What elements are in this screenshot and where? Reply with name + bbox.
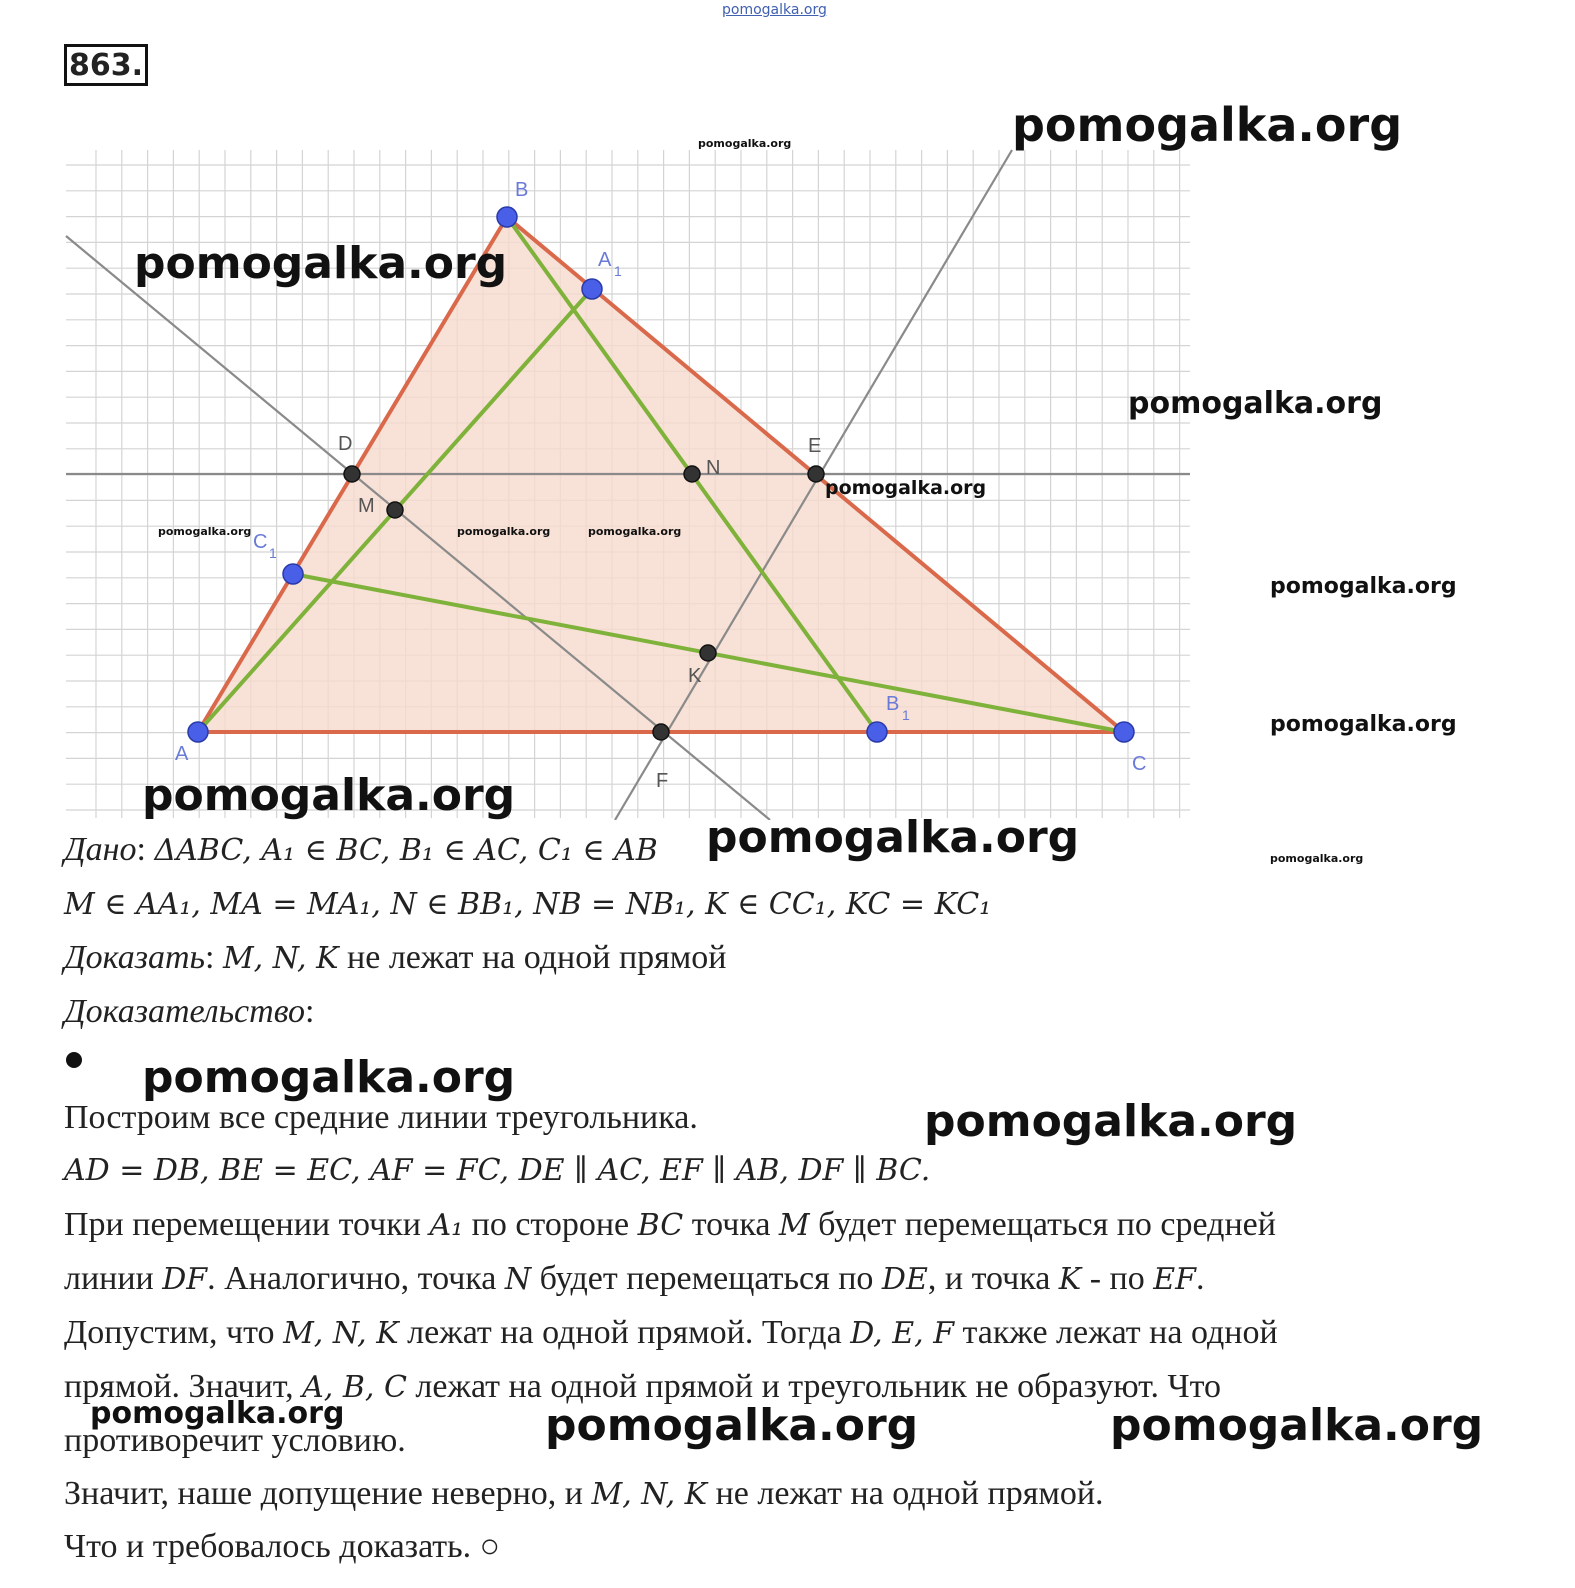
watermark: pomogalka.org (1270, 574, 1457, 599)
text-run: При перемещении точки (64, 1206, 430, 1243)
prove-label: Доказать (64, 939, 205, 976)
conditions-line (64, 884, 991, 925)
math-run: D, E, F (850, 1316, 955, 1351)
point-a (188, 722, 208, 742)
text-run: прямой. Значит, (64, 1368, 303, 1405)
point-k (700, 645, 716, 661)
point-a1 (582, 279, 602, 299)
given-label: Дано (64, 831, 137, 868)
watermark: pomogalka.org (924, 1096, 1298, 1147)
watermark: pomogalka.org (588, 525, 682, 538)
midlines-math: AD = DB, BE = EC, AF = FC, DE ∥ AC, EF ∥ AB, DF ∥ BC. (64, 1153, 931, 1188)
text-run: будет перемещаться по (531, 1260, 882, 1297)
point-d (344, 466, 360, 482)
paragraph-1: Построим все средние линии треугольника. (64, 1099, 698, 1136)
label-c1-sub: 1 (269, 545, 277, 561)
point-n (684, 466, 700, 482)
text-run: Допустим, что (64, 1314, 284, 1351)
math-run: M, N, K (283, 1316, 399, 1351)
text-run: линии (64, 1260, 163, 1297)
math-run: A, B, C (302, 1370, 407, 1405)
text-run: лежат на одной прямой. Тогда (398, 1314, 851, 1351)
text-run: - по (1081, 1260, 1154, 1297)
point-e (808, 466, 824, 482)
label-f: F (656, 770, 669, 792)
watermark: pomogalka.org (134, 238, 508, 289)
given-line: Дано: ΔABC, A₁ ∈ BC, B₁ ∈ AC, C₁ ∈ AB (64, 831, 658, 868)
prove-line: Доказать: M, N, K не лежат на одной прямой (64, 939, 727, 976)
text-run: будет перемещаться по средней (809, 1206, 1276, 1243)
prove-rest: не лежат на одной прямой (347, 939, 727, 976)
math-run: A₁ (429, 1208, 464, 1243)
watermark: pomogalka.org (545, 1400, 919, 1451)
label-m: M (358, 495, 375, 517)
text-run: . (1195, 1260, 1205, 1297)
paragraph-4 (64, 1259, 1204, 1300)
label-e: E (808, 435, 822, 457)
math-run: DF (162, 1262, 208, 1297)
label-n: N (706, 457, 721, 479)
text-run: Значит, наше допущение неверно, и (64, 1475, 592, 1512)
point-f (653, 724, 669, 740)
label-a1-sub: 1 (614, 263, 622, 279)
paragraph-8 (64, 1474, 1104, 1515)
math-run: K (1058, 1262, 1082, 1297)
label-a: A (175, 743, 189, 765)
math-run: M (778, 1208, 810, 1243)
label-k: K (688, 665, 702, 687)
text-run: лежат на одной прямой и треугольник не образуют. Что (406, 1368, 1221, 1405)
point-b (497, 207, 517, 227)
watermark: pomogalka.org (1128, 386, 1383, 421)
text-run: , и точка (927, 1260, 1059, 1297)
paragraph-2 (64, 1150, 930, 1191)
watermark: pomogalka.org (1270, 852, 1364, 865)
text-run: точка (683, 1206, 779, 1243)
watermark: pomogalka.org (698, 137, 792, 150)
proof-label: Доказательство (64, 993, 306, 1030)
watermark: pomogalka.org (1110, 1400, 1484, 1451)
label-c1: C (253, 531, 268, 553)
proof-line: Доказательство: (64, 993, 315, 1030)
math-run: DE (881, 1262, 928, 1297)
math-run: N (504, 1262, 532, 1297)
text-run: . Аналогично, точка (207, 1260, 505, 1297)
paragraph-3 (64, 1205, 1276, 1246)
point-m (387, 502, 403, 518)
watermark: pomogalka.org (825, 477, 987, 499)
paragraph-7: противоречит условию. (64, 1422, 406, 1459)
label-b: B (515, 179, 529, 201)
math-run: BC (637, 1208, 684, 1243)
label-c: C (1132, 753, 1147, 775)
given-math: ΔABC, A₁ ∈ BC, B₁ ∈ AC, C₁ ∈ AB (154, 833, 658, 868)
watermark: pomogalka.org (706, 812, 1080, 863)
watermark: pomogalka.org (158, 525, 252, 538)
paragraph-5 (64, 1313, 1278, 1354)
label-a1: A (598, 249, 612, 271)
bullet (66, 1052, 82, 1068)
conditions-math: M ∈ AA₁, MA = MA₁, N ∈ BB₁, NB = NB₁, K ∈ CC₁, KC = KC₁ (64, 887, 992, 922)
label-b1-sub: 1 (902, 707, 910, 723)
point-b1 (867, 722, 887, 742)
paragraph-9: Что и требовалось доказать. ○ (64, 1528, 501, 1565)
watermark: pomogalka.org (1012, 98, 1403, 152)
watermark: pomogalka.org (1270, 712, 1457, 737)
text-run: также лежат на одной (954, 1314, 1278, 1351)
text-run: по стороне (463, 1206, 638, 1243)
watermark: pomogalka.org (90, 1396, 345, 1431)
point-c (1114, 722, 1134, 742)
math-run: EF (1153, 1262, 1196, 1297)
watermark: pomogalka.org (142, 1052, 516, 1103)
problem-number: 863. (64, 44, 148, 86)
top-watermark: pomogalka.org (722, 2, 827, 18)
text-run: не лежат на одной прямой. (707, 1475, 1104, 1512)
label-d: D (338, 433, 353, 455)
point-c1 (283, 564, 303, 584)
label-b1: B (886, 693, 900, 715)
watermark: pomogalka.org (457, 525, 551, 538)
watermark: pomogalka.org (142, 770, 516, 821)
prove-math: M, N, K (222, 941, 339, 976)
math-run: M, N, K (591, 1477, 708, 1512)
